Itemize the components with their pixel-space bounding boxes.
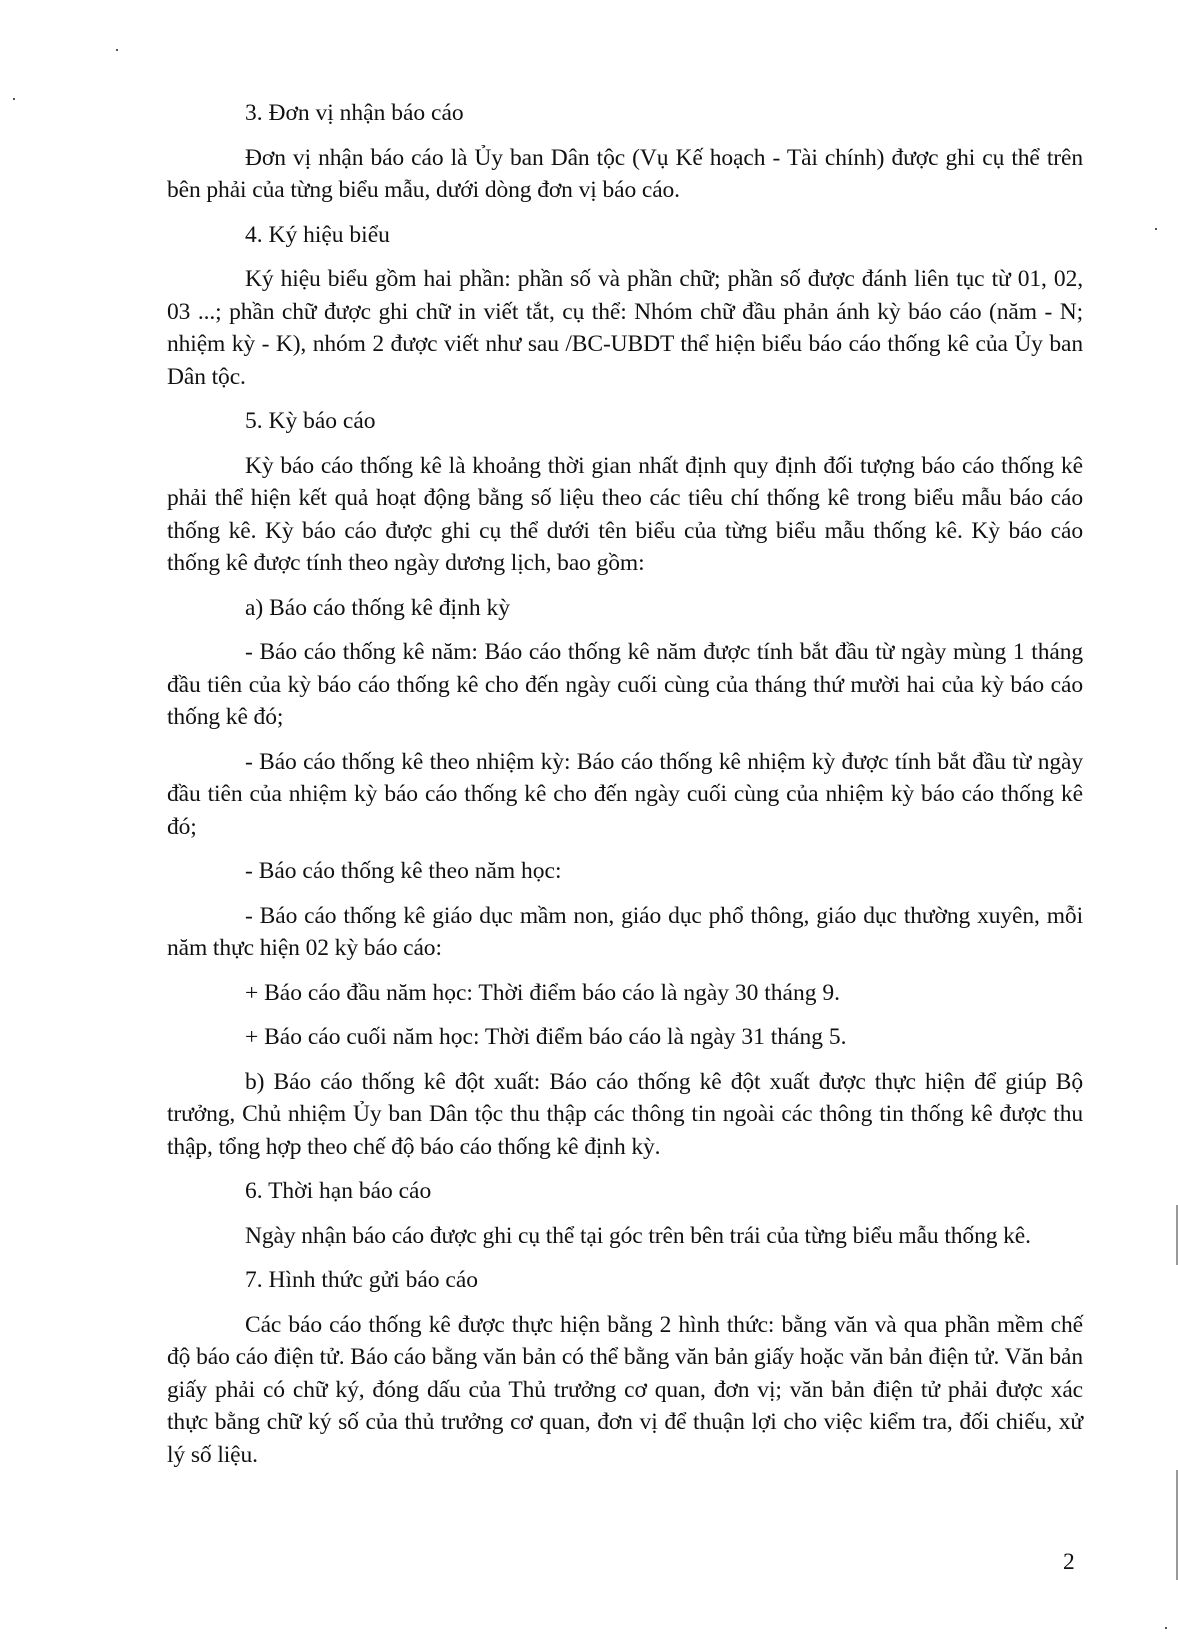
item-end-of-year-report: + Báo cáo cuối năm học: Thời điểm báo cáo là ngày 31 tháng 5. — [245, 1024, 847, 1050]
scan-speck — [116, 49, 118, 51]
section-heading-report-period: 5. Kỳ báo cáo — [245, 408, 376, 434]
paragraph-report-recipient: Đơn vị nhận báo cáo là Ủy ban Dân tộc (Vụ Kế hoạch - Tài chính) được ghi cụ thể trên bên phải của từng biểu mẫu, dưới dòng đơn vị báo cáo. — [167, 144, 1083, 203]
paragraph-education-report: - Báo cáo thống kê giáo dục mầm non, giáo dục phổ thông, giáo dục thường xuyên, mỗi năm thực hiện 02 kỳ báo cáo: — [167, 902, 1083, 961]
section-heading-report-recipient: 3. Đơn vị nhận báo cáo — [245, 100, 464, 126]
section-heading-submission-method: 7. Hình thức gửi báo cáo — [245, 1267, 479, 1293]
paragraph-form-code: Ký hiệu biểu gồm hai phần: phần số và phần chữ; phần số được đánh liên tục từ 01, 02, 03 ...; phần chữ được ghi chữ in viết tắt, cụ thể: Nhóm chữ đầu phản ánh kỳ báo cáo (năm - N; nhiệm kỳ - K), nhóm 2 được viết như sau /BC-UBDT thể hiện biểu báo cáo thống kê của Ủy ban Dân tộc. — [167, 266, 1083, 390]
document-body — [167, 97, 1083, 1483]
paragraph-submission-method: Các báo cáo thống kê được thực hiện bằng 2 hình thức: bằng văn và qua phần mềm chế độ báo cáo điện tử. Báo cáo bằng văn bản có thể bằng văn bản giấy hoặc văn bản điện tử. Văn bản giấy phải có chữ ký, đóng dấu của Thủ trưởng cơ quan, đơn vị; văn bản điện tử phải được xác thực bằng chữ ký số của thủ trưởng cơ quan, đơn vị để thuận lợi cho việc kiểm tra, đối chiếu, xử lý số liệu. — [167, 1311, 1083, 1468]
scan-speck — [13, 98, 15, 100]
page-number: 2 — [1063, 1549, 1075, 1575]
item-school-year-report: - Báo cáo thống kê theo năm học: — [245, 858, 562, 884]
subheading-periodic-report: a) Báo cáo thống kê định kỳ — [245, 594, 510, 621]
paragraph-term-report: - Báo cáo thống kê theo nhiệm kỳ: Báo cáo thống kê nhiệm kỳ được tính bắt đầu từ ngày đầu tiên của nhiệm kỳ báo cáo thống kê cho đến ngày cuối cùng của nhiệm kỳ báo cáo thống kê đó; — [167, 748, 1083, 840]
section-heading-report-deadline: 6. Thời hạn báo cáo — [245, 1178, 432, 1204]
item-start-of-year-report: + Báo cáo đầu năm học: Thời điểm báo cáo là ngày 30 tháng 9. — [245, 979, 840, 1006]
paragraph-report-deadline: Ngày nhận báo cáo được ghi cụ thể tại góc trên bên trái của từng biểu mẫu thống kê. — [245, 1222, 1031, 1249]
paragraph-report-period: Kỳ báo cáo thống kê là khoảng thời gian nhất định quy định đối tượng báo cáo thống kê phải thể hiện kết quả hoạt động bằng số liệu theo các tiêu chí thống kê trong biểu mẫu báo cáo thống kê. Kỳ báo cáo được ghi cụ thể dưới tên biểu của từng biểu mẫu thống kê. Kỳ báo cáo thống kê được tính theo ngày dương lịch, bao gồm: — [167, 452, 1083, 576]
section-heading-form-code: 4. Ký hiệu biểu — [245, 221, 390, 248]
scan-speck — [1165, 1627, 1167, 1629]
paragraph-annual-report: - Báo cáo thống kê năm: Báo cáo thống kê năm được tính bắt đầu từ ngày mùng 1 tháng đầu tiên của kỳ báo cáo thống kê cho đến ngày cuối cùng của tháng thứ mười hai của kỳ báo cáo thống kê đó; — [167, 639, 1083, 730]
paragraph-adhoc-report: b) Báo cáo thống kê đột xuất: Báo cáo thống kê đột xuất được thực hiện để giúp Bộ trưởng, Chủ nhiệm Ủy ban Dân tộc thu thập các thông tin ngoài các thông tin thống kê được thu thập, tổng hợp theo chế độ báo cáo thống kê định kỳ. — [167, 1068, 1083, 1160]
scan-speck — [1155, 228, 1157, 230]
